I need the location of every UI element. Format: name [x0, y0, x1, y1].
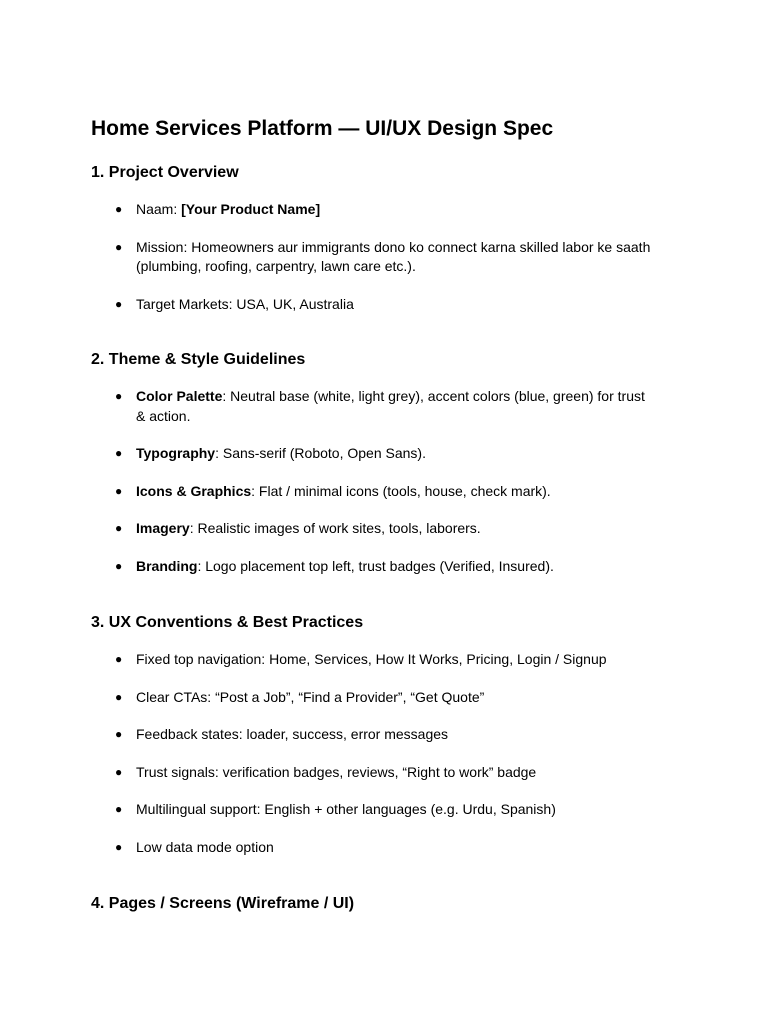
bullet-icon: ● — [115, 521, 123, 535]
list-item — [0, 295, 656, 315]
list-item — [0, 444, 656, 464]
section-heading-ux-conventions: 3. UX Conventions & Best Practices — [91, 614, 364, 631]
list-item-text: Clear CTAs: “Post a Job”, “Find a Provider”, “Get Quote” — [136, 688, 485, 705]
bullet-icon: ● — [115, 839, 123, 854]
project-overview-list — [0, 200, 768, 314]
theme-style-list — [0, 387, 768, 576]
list-item-text: Trust signals: verification badges, reviews, “Right to work” badge — [136, 763, 537, 780]
section-heading-pages-screens: 4. Pages / Screens (Wireframe / UI) — [91, 895, 355, 912]
list-item — [0, 519, 656, 539]
list-item — [0, 838, 656, 858]
bullet-icon: ● — [115, 764, 123, 779]
list-item — [0, 482, 656, 502]
bullet-icon: ● — [115, 483, 123, 498]
bullet-icon: ● — [115, 689, 123, 704]
list-item-text: Mission: Homeowners aur immigrants dono ko connect karna skilled labor ke saath (plumbing, roofing, carpentry, lawn care etc.). — [136, 238, 651, 274]
list-item-text: Naam: [Your Product Name] — [136, 201, 321, 217]
bullet-icon: ● — [115, 558, 123, 573]
list-item-text: Icons & Graphics: Flat / minimal icons (tools, house, check mark). — [136, 482, 551, 499]
bullet-icon: ● — [115, 652, 123, 666]
document-title: Home Services Platform — UI/UX Design Spec — [91, 117, 554, 140]
list-item — [0, 557, 656, 577]
list-item — [0, 800, 656, 820]
list-item-text: Low data mode option — [136, 838, 274, 855]
bullet-icon: ● — [115, 296, 123, 311]
list-item-text: Fixed top navigation: Home, Services, How It Works, Pricing, Login / Signup — [136, 651, 607, 667]
list-item-text: Branding: Logo placement top left, trust badges (Verified, Insured). — [136, 557, 554, 574]
ux-conventions-list — [0, 650, 768, 857]
bullet-icon: ● — [115, 202, 123, 216]
section-heading-theme-style: 2. Theme & Style Guidelines — [91, 351, 306, 368]
section-heading-project-overview: 1. Project Overview — [91, 164, 239, 181]
list-item — [0, 387, 656, 426]
list-item-text: Feedback states: loader, success, error messages — [136, 726, 449, 742]
list-item — [0, 650, 656, 670]
list-item — [0, 200, 656, 220]
list-item — [0, 688, 656, 708]
bullet-icon: ● — [115, 727, 123, 741]
list-item — [0, 725, 656, 745]
bullet-icon: ● — [115, 239, 123, 254]
bullet-icon: ● — [115, 446, 123, 460]
bullet-icon: ● — [115, 802, 123, 816]
list-item-text: Imagery: Realistic images of work sites, tools, laborers. — [136, 520, 481, 536]
list-item-text: Target Markets: USA, UK, Australia — [136, 295, 354, 312]
list-item — [0, 763, 656, 783]
list-item-text: Multilingual support: English + other languages (e.g. Urdu, Spanish) — [136, 801, 556, 817]
bullet-icon: ● — [115, 389, 123, 403]
list-item — [0, 238, 656, 277]
list-item-text: Color Palette: Neutral base (white, light grey), accent colors (blue, green) for trust & action. — [136, 388, 645, 424]
list-item-text: Typography: Sans-serif (Roboto, Open Sans). — [136, 445, 426, 461]
